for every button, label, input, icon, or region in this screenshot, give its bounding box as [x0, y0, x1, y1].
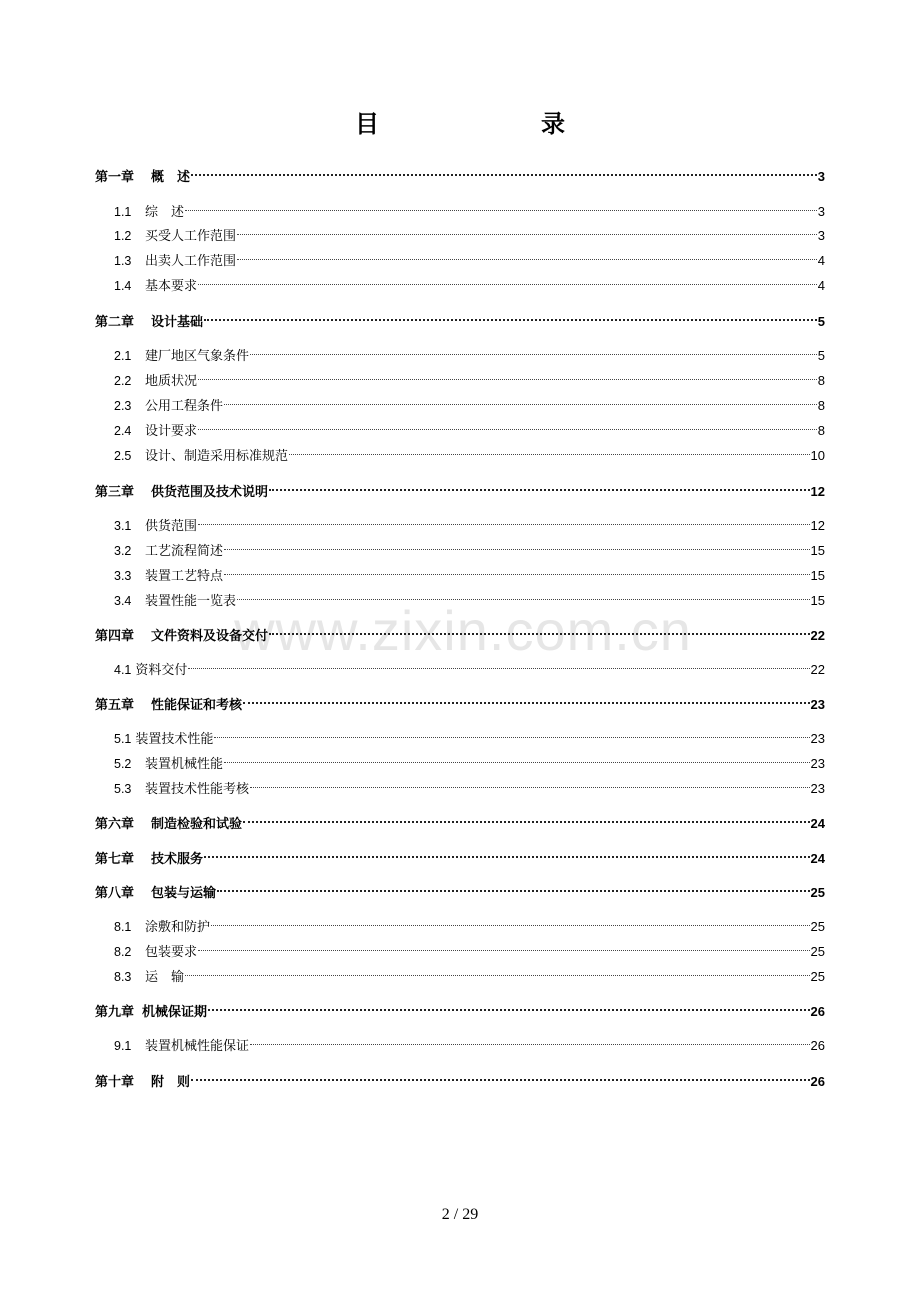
toc-dot-leader — [237, 220, 817, 240]
toc-section-entry[interactable] — [114, 415, 825, 439]
toc-dot-leader — [289, 440, 810, 460]
toc-entry-page: 15 — [810, 568, 825, 583]
toc-entry-label: 装置技术性能考核 — [145, 782, 250, 797]
toc-dot-leader — [269, 620, 810, 640]
toc-entry-page: 23 — [810, 781, 825, 796]
toc-entry-number: 8.1 — [114, 920, 132, 934]
toc-entry-label: 机械保证期 — [142, 1005, 208, 1020]
toc-dot-leader — [185, 961, 810, 981]
toc-entry-number: 第八章 — [95, 885, 135, 900]
toc-entry-page: 3 — [817, 169, 825, 184]
toc-dot-leader — [191, 161, 817, 181]
toc-section-entry[interactable] — [114, 390, 825, 414]
toc-dot-leader — [204, 843, 810, 863]
toc-entry-number: 5.3 — [114, 782, 132, 796]
toc-section-entry[interactable] — [114, 961, 825, 985]
toc-dot-leader — [198, 415, 817, 435]
toc-entry-label: 工艺流程简述 — [145, 544, 224, 559]
toc-entry-label: 装置工艺特点 — [145, 569, 224, 584]
toc-entry-number: 1.4 — [114, 279, 132, 293]
toc-dot-leader — [185, 196, 817, 216]
toc-entry-number: 第五章 — [95, 697, 135, 712]
toc-chapter-entry[interactable] — [95, 689, 825, 713]
toc-section-entry[interactable] — [114, 535, 825, 559]
toc-entry-label: 附 则 — [151, 1075, 191, 1090]
toc-section-entry[interactable] — [114, 654, 825, 678]
toc-entry-page: 8 — [817, 373, 825, 388]
toc-dot-leader — [243, 689, 810, 709]
toc-entry-number: 第三章 — [95, 484, 135, 499]
toc-entry-number: 4.1 — [114, 663, 132, 677]
toc-title: 目 录 — [355, 109, 603, 138]
toc-section-entry[interactable] — [114, 723, 825, 747]
toc-entry-page: 22 — [810, 662, 825, 677]
toc-section-entry[interactable] — [114, 773, 825, 797]
toc-section-entry[interactable] — [114, 560, 825, 584]
toc-entry-page: 26 — [810, 1004, 825, 1019]
toc-entry-number: 第十章 — [95, 1074, 135, 1089]
toc-entry-page: 15 — [810, 593, 825, 608]
toc-entry-page: 24 — [810, 816, 825, 831]
toc-entry-number: 9.1 — [114, 1039, 132, 1053]
toc-section-entry[interactable] — [114, 911, 825, 935]
toc-entry-number: 3.1 — [114, 519, 132, 533]
toc-entry-page: 12 — [810, 518, 825, 533]
toc-dot-leader — [250, 340, 817, 360]
toc-chapter-entry[interactable] — [95, 620, 825, 644]
toc-dot-leader — [198, 365, 817, 385]
toc-dot-leader — [243, 808, 810, 828]
toc-entry-label: 概 述 — [151, 170, 191, 185]
toc-entry-page: 23 — [810, 697, 825, 712]
toc-dot-leader — [214, 723, 809, 743]
toc-entry-page: 4 — [817, 278, 825, 293]
toc-entry-label: 供货范围及技术说明 — [151, 485, 269, 500]
toc-entry-number: 2.4 — [114, 424, 132, 438]
toc-entry-label: 公用工程条件 — [145, 399, 224, 414]
toc-entry-label: 制造检验和试验 — [151, 817, 243, 832]
toc-entry-label: 技术服务 — [151, 852, 204, 867]
toc-entry-number: 5.1 — [114, 732, 132, 746]
toc-entry-label: 包装要求 — [145, 945, 198, 960]
toc-section-entry[interactable] — [114, 440, 825, 464]
toc-entry-page: 5 — [817, 348, 825, 363]
toc-entry-page: 3 — [817, 228, 825, 243]
toc-dot-leader — [211, 911, 810, 931]
toc-entry-number: 5.2 — [114, 757, 132, 771]
toc-entry-label: 运 输 — [145, 970, 185, 985]
toc-entry-label: 装置机械性能保证 — [145, 1039, 250, 1054]
toc-entry-number: 第六章 — [95, 816, 135, 831]
toc-section-entry[interactable] — [114, 245, 825, 269]
toc-entry-number: 2.3 — [114, 399, 132, 413]
toc-entry-page: 4 — [817, 253, 825, 268]
toc-dot-leader — [198, 936, 810, 956]
toc-entry-page: 26 — [810, 1038, 825, 1053]
toc-entry-label: 设计基础 — [151, 315, 204, 330]
toc-entry-page: 12 — [810, 484, 825, 499]
toc-entry-page: 25 — [810, 969, 825, 984]
toc-dot-leader — [217, 877, 810, 897]
toc-entry-number: 第四章 — [95, 628, 135, 643]
toc-chapter-entry[interactable] — [95, 306, 825, 330]
toc-entry-number: 第二章 — [95, 314, 135, 329]
toc-entry-page: 8 — [817, 398, 825, 413]
toc-dot-leader — [198, 270, 817, 290]
toc-dot-leader — [224, 390, 817, 410]
toc-entry-page: 3 — [817, 204, 825, 219]
toc-entry-page: 22 — [810, 628, 825, 643]
toc-entry-label: 文件资料及设备交付 — [151, 629, 269, 644]
toc-dot-leader — [269, 476, 810, 496]
toc-dot-leader — [204, 306, 817, 326]
toc-chapter-entry[interactable] — [95, 877, 825, 901]
toc-entry-label: 涂敷和防护 — [145, 920, 211, 935]
toc-entry-label: 出卖人工作范围 — [145, 254, 237, 269]
toc-dot-leader — [237, 245, 817, 265]
toc-entry-number: 1.1 — [114, 205, 132, 219]
toc-entry-page: 26 — [810, 1074, 825, 1089]
toc-dot-leader — [191, 1066, 810, 1086]
toc-entry-label: 资料交付 — [135, 663, 188, 678]
toc-entry-number: 2.5 — [114, 449, 132, 463]
toc-entry-number: 2.2 — [114, 374, 132, 388]
toc-entry-label: 供货范围 — [145, 519, 198, 534]
toc-entry-page: 15 — [810, 543, 825, 558]
toc-entry-label: 建厂地区气象条件 — [145, 349, 250, 364]
toc-dot-leader — [224, 560, 810, 580]
toc-section-entry[interactable] — [114, 196, 825, 220]
toc-entry-number: 3.3 — [114, 569, 132, 583]
toc-entry-number: 2.1 — [114, 349, 132, 363]
toc-chapter-entry[interactable] — [95, 843, 825, 867]
toc-section-entry[interactable] — [114, 270, 825, 294]
toc-section-entry[interactable] — [114, 936, 825, 960]
toc-entry-page: 25 — [810, 885, 825, 900]
toc-entry-page: 10 — [810, 448, 825, 463]
toc-section-entry[interactable] — [114, 220, 825, 244]
toc-entry-label: 装置机械性能 — [145, 757, 224, 772]
toc-entry-page: 25 — [810, 944, 825, 959]
toc-entry-page: 23 — [810, 731, 825, 746]
toc-chapter-entry[interactable] — [95, 808, 825, 832]
toc-entry-number: 第九章 — [95, 1004, 135, 1019]
toc-entry-number: 第七章 — [95, 851, 135, 866]
toc-chapter-entry[interactable] — [95, 161, 825, 185]
toc-dot-leader — [208, 996, 810, 1016]
toc-entry-page: 23 — [810, 756, 825, 771]
toc-dot-leader — [250, 773, 810, 793]
toc-entry-number: 1.2 — [114, 229, 132, 243]
toc-section-entry[interactable] — [114, 340, 825, 364]
toc-entry-page: 25 — [810, 919, 825, 934]
toc-entry-label: 设计、制造采用标准规范 — [145, 449, 289, 464]
toc-entry-number: 8.2 — [114, 945, 132, 959]
toc-entry-label: 装置技术性能 — [135, 732, 214, 747]
toc-dot-leader — [250, 1030, 810, 1050]
toc-chapter-entry[interactable] — [95, 1066, 825, 1090]
toc-entry-number: 3.2 — [114, 544, 132, 558]
toc-section-entry[interactable] — [114, 365, 825, 389]
toc-chapter-entry[interactable] — [95, 476, 825, 500]
toc-section-entry[interactable] — [114, 585, 825, 609]
toc-dot-leader — [224, 748, 810, 768]
toc-dot-leader — [188, 654, 809, 674]
toc-entry-label: 装置性能一览表 — [145, 594, 237, 609]
toc-entry-number: 1.3 — [114, 254, 132, 268]
watermark: www.zixin.com.cn — [234, 599, 692, 662]
toc-entry-label: 地质状况 — [145, 374, 198, 389]
toc-entry-label: 买受人工作范围 — [145, 229, 237, 244]
toc-entry-label: 综 述 — [145, 205, 185, 220]
toc-entry-label: 设计要求 — [145, 424, 198, 439]
toc-entry-label: 性能保证和考核 — [151, 698, 243, 713]
page-number: 2 / 29 — [441, 1206, 479, 1223]
toc-entry-number: 第一章 — [95, 169, 135, 184]
toc-dot-leader — [237, 585, 810, 605]
toc-dot-leader — [198, 510, 810, 530]
toc-entry-number: 3.4 — [114, 594, 132, 608]
toc-dot-leader — [224, 535, 810, 555]
toc-entry-label: 包装与运输 — [151, 886, 217, 901]
toc-entry-page: 24 — [810, 851, 825, 866]
toc-section-entry[interactable] — [114, 510, 825, 534]
toc-chapter-entry[interactable] — [95, 996, 825, 1020]
toc-entry-page: 5 — [817, 314, 825, 329]
toc-entry-number: 8.3 — [114, 970, 132, 984]
toc-entry-label: 基本要求 — [145, 279, 198, 294]
toc-section-entry[interactable] — [114, 748, 825, 772]
toc-section-entry[interactable] — [114, 1030, 825, 1054]
toc-entry-page: 8 — [817, 423, 825, 438]
